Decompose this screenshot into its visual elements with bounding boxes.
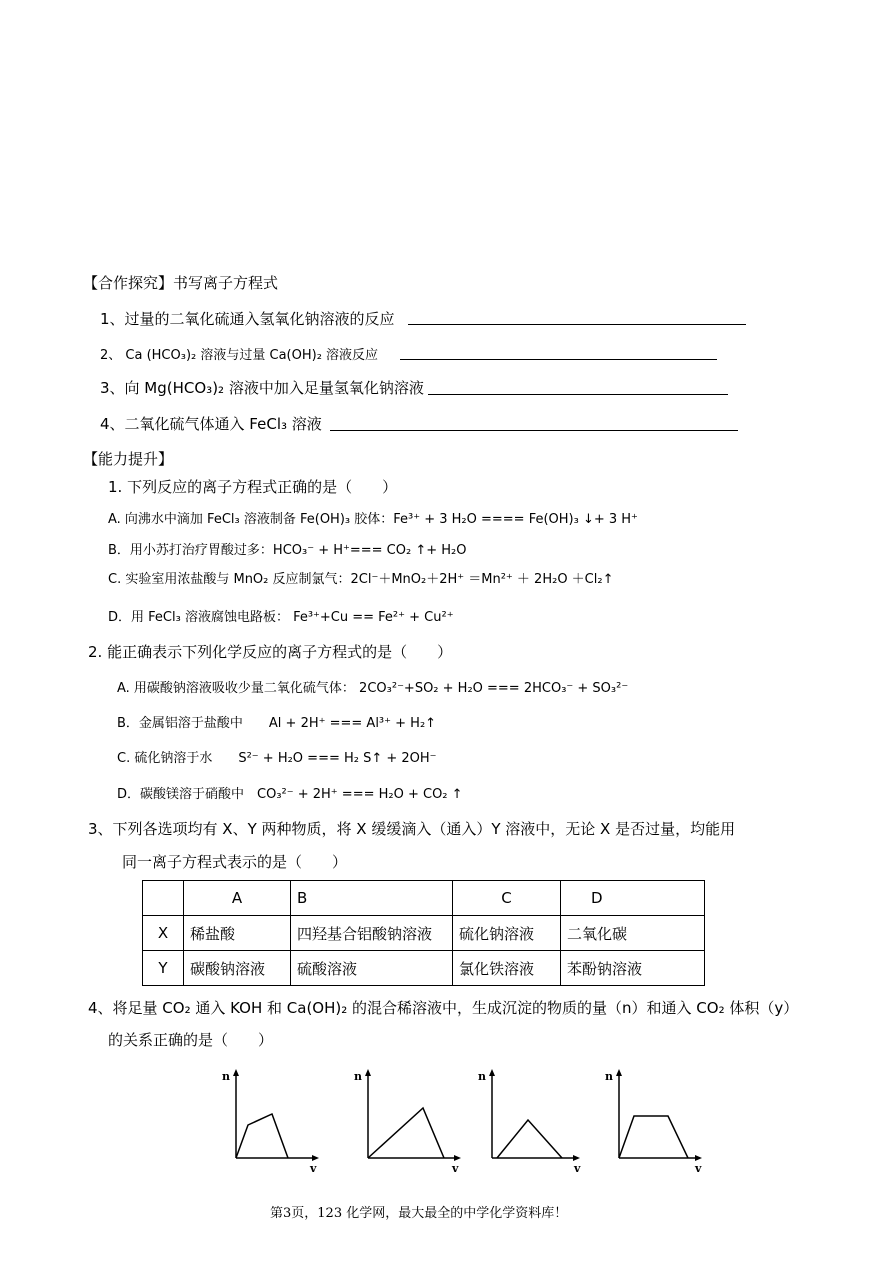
table-header-cell: B <box>291 881 453 916</box>
section-heading-cooperative: 【合作探究】书写离子方程式 <box>83 274 279 292</box>
table-header-row <box>143 881 705 916</box>
answer-blank-1[interactable] <box>408 324 746 325</box>
q1-stem: 1. 下列反应的离子方程式正确的是（ ） <box>108 478 398 496</box>
table-cell: 苯酚钠溶液 <box>561 951 705 986</box>
graph-option-d <box>603 1062 713 1182</box>
table-cell: 二氧化碳 <box>561 916 705 951</box>
graph-curve <box>619 1116 688 1158</box>
graph-x-label: v <box>695 1162 702 1175</box>
q4-stem-line1: 4、将足量 CO₂ 通入 KOH 和 Ca(OH)₂ 的混合稀溶液中，生成沉淀的物质的量（n）和通入 CO₂ 体积（y） <box>88 999 799 1017</box>
graph-curve <box>368 1108 444 1158</box>
graph-y-label: n <box>478 1070 486 1083</box>
table-header-cell: D <box>561 881 705 916</box>
q2-option-a: A. 用碳酸钠溶液吸收少量二氧化硫气体： 2CO₃²⁻+SO₂ + H₂O === 2HCO₃⁻ + SO₃²⁻ <box>117 681 629 696</box>
q2-option-d: D．碳酸镁溶于硝酸中 CO₃²⁻ + 2H⁺ === H₂O + CO₂ ↑ <box>117 787 463 802</box>
graph-curve <box>236 1114 288 1158</box>
graph-x-label: v <box>574 1162 581 1175</box>
table-header-cell <box>143 881 184 916</box>
table-cell: Y <box>143 951 184 986</box>
q3-options-table <box>142 880 705 986</box>
q4-stem-line2: 的关系正确的是（ ） <box>108 1031 274 1049</box>
table-cell: 硫酸溶液 <box>291 951 453 986</box>
page-footer: 第3页，123 化学网，最大最全的中学化学资料库！ <box>270 1206 568 1221</box>
answer-blank-4[interactable] <box>330 430 738 431</box>
graph-y-label: n <box>354 1070 362 1083</box>
graph-option-c <box>476 1062 586 1182</box>
exercise-1: 1、过量的二氧化硫通入氢氧化钠溶液的反应 <box>100 310 395 328</box>
table-cell: 氯化铁溶液 <box>453 951 561 986</box>
graph-y-label: n <box>222 1070 230 1083</box>
q1-option-d: D．用 FeCl₃ 溶液腐蚀电路板： Fe³⁺+Cu == Fe²⁺ + Cu²⁺ <box>108 610 454 625</box>
q2-option-b: B．金属铝溶于盐酸中 Al + 2H⁺ === Al³⁺ + H₂↑ <box>117 716 437 731</box>
exercise-4: 4、二氧化硫气体通入 FeCl₃ 溶液 <box>100 415 322 433</box>
q1-option-b: B．用小苏打治疗胃酸过多：HCO₃⁻ + H⁺=== CO₂ ↑+ H₂O <box>108 543 467 558</box>
graph-y-label: n <box>605 1070 613 1083</box>
exercise-2: 2、 Ca (HCO₃)₂ 溶液与过量 Ca(OH)₂ 溶液反应 <box>100 348 379 363</box>
answer-blank-3[interactable] <box>428 394 728 395</box>
table-cell: X <box>143 916 184 951</box>
table-header-cell: C <box>453 881 561 916</box>
table-header-cell: A <box>184 881 291 916</box>
table-row <box>143 951 705 986</box>
graph-curve <box>497 1120 562 1158</box>
answer-blank-2[interactable] <box>400 359 717 360</box>
table-cell: 碳酸钠溶液 <box>184 951 291 986</box>
q3-stem-line2: 同一离子方程式表示的是（ ） <box>122 853 348 871</box>
graph-option-b <box>352 1062 472 1182</box>
section-heading-ability: 【能力提升】 <box>83 450 174 468</box>
table-cell: 四羟基合铝酸钠溶液 <box>291 916 453 951</box>
graph-option-a <box>220 1062 330 1182</box>
q2-option-c: C. 硫化钠溶于水 S²⁻ + H₂O === H₂ S↑ + 2OH⁻ <box>117 751 437 766</box>
table-cell: 硫化钠溶液 <box>453 916 561 951</box>
graph-x-label: v <box>452 1162 459 1175</box>
table-cell: 稀盐酸 <box>184 916 291 951</box>
q1-option-c: C. 实验室用浓盐酸与 MnO₂ 反应制氯气：2Cl⁻＋MnO₂＋2H⁺ ＝Mn²⁺ ＋ 2H₂O ＋Cl₂↑ <box>108 572 614 587</box>
q2-stem: 2. 能正确表示下列化学反应的离子方程式的是（ ） <box>88 643 453 661</box>
graph-x-label: v <box>310 1162 317 1175</box>
table-row <box>143 916 705 951</box>
exercise-3: 3、向 Mg(HCO₃)₂ 溶液中加入足量氢氧化钠溶液 <box>100 379 424 397</box>
q3-stem-line1: 3、下列各选项均有 X、Y 两种物质，将 X 缓缓滴入（通入）Y 溶液中，无论 X 是否过量，均能用 <box>88 820 736 838</box>
q1-option-a: A. 向沸水中滴加 FeCl₃ 溶液制备 Fe(OH)₃ 胶体：Fe³⁺ + 3 H₂O ==== Fe(OH)₃ ↓+ 3 H⁺ <box>108 512 638 527</box>
